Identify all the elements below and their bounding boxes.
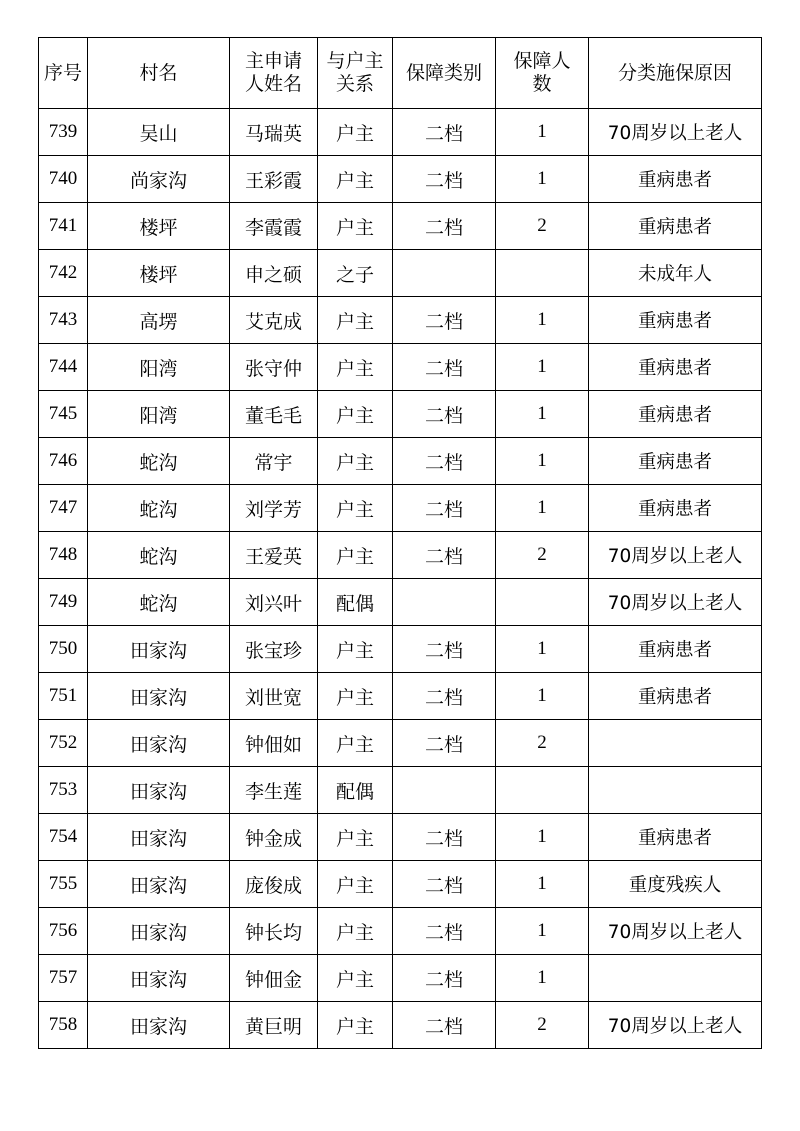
cell-seq: 755 <box>39 861 88 908</box>
table-row <box>39 156 762 203</box>
cell-village: 田家沟 <box>88 955 230 1002</box>
cell-seq: 753 <box>39 767 88 814</box>
cell-name: 李霞霞 <box>230 203 318 250</box>
cell-seq: 741 <box>39 203 88 250</box>
cell-village: 田家沟 <box>88 720 230 767</box>
cell-category: 二档 <box>393 1002 496 1049</box>
cell-count <box>496 767 589 814</box>
cell-seq: 758 <box>39 1002 88 1049</box>
cell-reason: 重病患者 <box>589 438 762 485</box>
cell-village: 田家沟 <box>88 814 230 861</box>
cell-count: 1 <box>496 438 589 485</box>
cell-name: 钟佃金 <box>230 955 318 1002</box>
cell-count: 1 <box>496 391 589 438</box>
cell-seq: 749 <box>39 579 88 626</box>
table-row <box>39 861 762 908</box>
cell-reason: 重病患者 <box>589 297 762 344</box>
header-category <box>393 38 496 109</box>
table-row <box>39 955 762 1002</box>
cell-relation: 户主 <box>318 908 393 955</box>
cell-count: 1 <box>496 626 589 673</box>
header-applicant-line2: 人姓名 <box>244 73 302 95</box>
cell-name: 常宇 <box>230 438 318 485</box>
cell-reason: 70周岁以上老人 <box>589 532 762 579</box>
cell-reason: 70周岁以上老人 <box>589 908 762 955</box>
cell-category: 二档 <box>393 203 496 250</box>
cell-relation: 户主 <box>318 203 393 250</box>
cell-category: 二档 <box>393 720 496 767</box>
cell-village: 蛇沟 <box>88 532 230 579</box>
cell-name: 王彩霞 <box>230 156 318 203</box>
cell-relation: 户主 <box>318 485 393 532</box>
cell-seq: 750 <box>39 626 88 673</box>
cell-name: 董毛毛 <box>230 391 318 438</box>
cell-village: 田家沟 <box>88 626 230 673</box>
cell-count: 1 <box>496 814 589 861</box>
cell-name: 张宝珍 <box>230 626 318 673</box>
table-row <box>39 485 762 532</box>
cell-seq: 752 <box>39 720 88 767</box>
table-header <box>39 38 762 109</box>
cell-category <box>393 767 496 814</box>
cell-relation: 户主 <box>318 814 393 861</box>
cell-relation: 户主 <box>318 626 393 673</box>
cell-seq: 742 <box>39 250 88 297</box>
cell-relation: 配偶 <box>318 767 393 814</box>
cell-name: 马瑞英 <box>230 109 318 156</box>
cell-category <box>393 250 496 297</box>
cell-reason: 70周岁以上老人 <box>589 109 762 156</box>
cell-reason <box>589 955 762 1002</box>
cell-count: 1 <box>496 297 589 344</box>
cell-relation: 户主 <box>318 109 393 156</box>
cell-name: 刘兴叶 <box>230 579 318 626</box>
cell-seq: 739 <box>39 109 88 156</box>
table-row <box>39 250 762 297</box>
cell-count: 1 <box>496 156 589 203</box>
cell-reason <box>589 720 762 767</box>
header-count-line1: 保障人 <box>513 50 571 72</box>
cell-village: 田家沟 <box>88 908 230 955</box>
cell-category: 二档 <box>393 673 496 720</box>
cell-name: 钟佃如 <box>230 720 318 767</box>
table-row <box>39 203 762 250</box>
cell-name: 申之硕 <box>230 250 318 297</box>
cell-relation: 户主 <box>318 1002 393 1049</box>
cell-category: 二档 <box>393 391 496 438</box>
cell-reason: 重度残疾人 <box>589 861 762 908</box>
cell-village: 田家沟 <box>88 673 230 720</box>
header-applicant-line1: 主申请 <box>244 50 302 72</box>
cell-reason: 重病患者 <box>589 344 762 391</box>
cell-village: 田家沟 <box>88 1002 230 1049</box>
cell-relation: 户主 <box>318 156 393 203</box>
header-relation-line1: 与户主 <box>326 50 384 72</box>
cell-category: 二档 <box>393 532 496 579</box>
cell-count: 1 <box>496 109 589 156</box>
cell-relation: 户主 <box>318 297 393 344</box>
cell-name: 艾克成 <box>230 297 318 344</box>
cell-reason: 重病患者 <box>589 391 762 438</box>
cell-seq: 747 <box>39 485 88 532</box>
table-row <box>39 1002 762 1049</box>
header-count-line2: 数 <box>532 73 552 95</box>
cell-reason: 70周岁以上老人 <box>589 1002 762 1049</box>
header-seq <box>39 38 88 109</box>
cell-count: 2 <box>496 203 589 250</box>
cell-relation: 户主 <box>318 673 393 720</box>
cell-village: 楼坪 <box>88 203 230 250</box>
table-row <box>39 626 762 673</box>
cell-seq: 751 <box>39 673 88 720</box>
cell-count: 1 <box>496 673 589 720</box>
cell-category: 二档 <box>393 908 496 955</box>
table-row <box>39 908 762 955</box>
cell-reason: 70周岁以上老人 <box>589 579 762 626</box>
cell-relation: 户主 <box>318 344 393 391</box>
table-row <box>39 391 762 438</box>
cell-category: 二档 <box>393 297 496 344</box>
cell-category: 二档 <box>393 861 496 908</box>
header-seq-label: 序号 <box>43 61 82 84</box>
assistance-roster-table <box>38 37 762 1049</box>
header-village <box>88 38 230 109</box>
cell-reason: 未成年人 <box>589 250 762 297</box>
header-reason-label: 分类施保原因 <box>617 61 732 84</box>
cell-category: 二档 <box>393 344 496 391</box>
table-row <box>39 720 762 767</box>
cell-village: 楼坪 <box>88 250 230 297</box>
cell-reason: 重病患者 <box>589 814 762 861</box>
header-relation <box>318 38 393 109</box>
cell-name: 黄巨明 <box>230 1002 318 1049</box>
cell-count: 1 <box>496 344 589 391</box>
cell-seq: 745 <box>39 391 88 438</box>
cell-relation: 户主 <box>318 438 393 485</box>
cell-category <box>393 579 496 626</box>
cell-count <box>496 579 589 626</box>
cell-name: 张守仲 <box>230 344 318 391</box>
cell-category: 二档 <box>393 156 496 203</box>
cell-name: 钟金成 <box>230 814 318 861</box>
cell-count: 1 <box>496 908 589 955</box>
cell-village: 蛇沟 <box>88 438 230 485</box>
header-relation-line2: 关系 <box>335 73 374 95</box>
cell-category: 二档 <box>393 438 496 485</box>
cell-seq: 743 <box>39 297 88 344</box>
table-row <box>39 297 762 344</box>
table-row <box>39 767 762 814</box>
cell-reason <box>589 767 762 814</box>
header-category-label: 保障类别 <box>405 61 482 84</box>
cell-name: 刘世宽 <box>230 673 318 720</box>
cell-relation: 配偶 <box>318 579 393 626</box>
cell-reason: 重病患者 <box>589 156 762 203</box>
cell-relation: 之子 <box>318 250 393 297</box>
cell-seq: 748 <box>39 532 88 579</box>
table-body <box>39 109 762 1049</box>
cell-village: 蛇沟 <box>88 485 230 532</box>
cell-relation: 户主 <box>318 391 393 438</box>
cell-count: 1 <box>496 485 589 532</box>
cell-count: 2 <box>496 532 589 579</box>
cell-relation: 户主 <box>318 532 393 579</box>
cell-category: 二档 <box>393 109 496 156</box>
cell-relation: 户主 <box>318 955 393 1002</box>
cell-count: 1 <box>496 955 589 1002</box>
table-row <box>39 109 762 156</box>
cell-relation: 户主 <box>318 861 393 908</box>
cell-reason: 重病患者 <box>589 626 762 673</box>
cell-village: 蛇沟 <box>88 579 230 626</box>
cell-village: 田家沟 <box>88 861 230 908</box>
cell-seq: 754 <box>39 814 88 861</box>
table-row <box>39 344 762 391</box>
cell-seq: 757 <box>39 955 88 1002</box>
header-village-label: 村名 <box>139 61 178 84</box>
cell-category: 二档 <box>393 485 496 532</box>
cell-seq: 746 <box>39 438 88 485</box>
cell-seq: 740 <box>39 156 88 203</box>
cell-village: 阳湾 <box>88 391 230 438</box>
cell-relation: 户主 <box>318 720 393 767</box>
cell-reason: 重病患者 <box>589 485 762 532</box>
cell-village: 吴山 <box>88 109 230 156</box>
cell-seq: 744 <box>39 344 88 391</box>
header-count <box>496 38 589 109</box>
table-row <box>39 673 762 720</box>
header-reason <box>589 38 762 109</box>
cell-category: 二档 <box>393 626 496 673</box>
cell-reason: 重病患者 <box>589 203 762 250</box>
cell-reason: 重病患者 <box>589 673 762 720</box>
cell-name: 钟长均 <box>230 908 318 955</box>
cell-count: 2 <box>496 720 589 767</box>
header-applicant-name <box>230 38 318 109</box>
cell-seq: 756 <box>39 908 88 955</box>
cell-village: 高塄 <box>88 297 230 344</box>
cell-name: 庞俊成 <box>230 861 318 908</box>
cell-category: 二档 <box>393 814 496 861</box>
header-row <box>39 38 762 109</box>
cell-count: 2 <box>496 1002 589 1049</box>
table-row <box>39 438 762 485</box>
cell-category: 二档 <box>393 955 496 1002</box>
cell-village: 阳湾 <box>88 344 230 391</box>
cell-count <box>496 250 589 297</box>
cell-name: 刘学芳 <box>230 485 318 532</box>
cell-village: 田家沟 <box>88 767 230 814</box>
cell-name: 王爱英 <box>230 532 318 579</box>
table-row <box>39 814 762 861</box>
cell-count: 1 <box>496 861 589 908</box>
table-row <box>39 532 762 579</box>
cell-village: 尚家沟 <box>88 156 230 203</box>
cell-name: 李生莲 <box>230 767 318 814</box>
table-row <box>39 579 762 626</box>
